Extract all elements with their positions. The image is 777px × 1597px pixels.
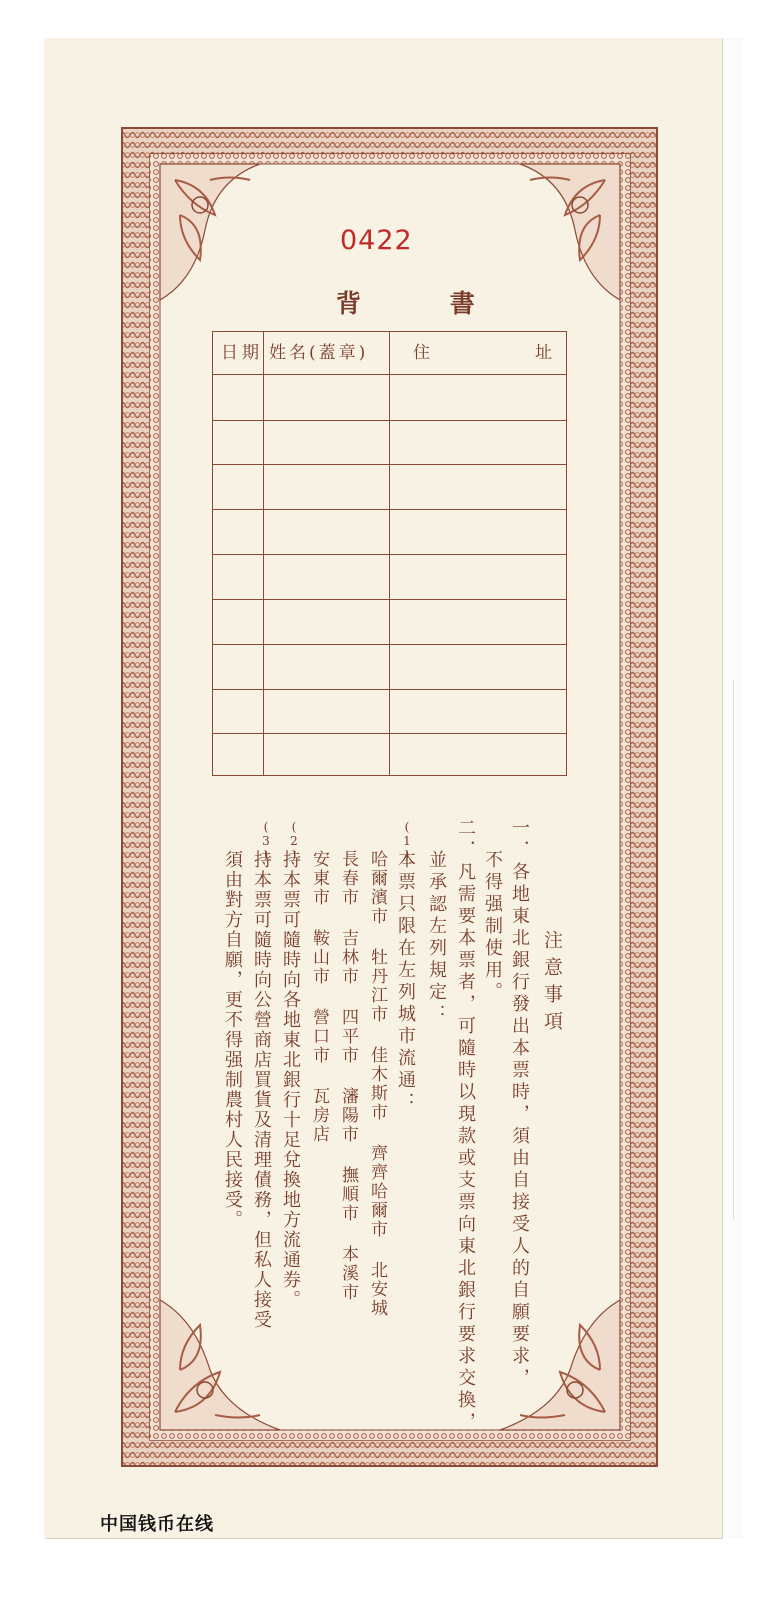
sub-item-1-line-3: 長春市 吉林市 四平市 瀋陽市 撫順市 本溪市	[338, 850, 358, 1302]
column-date: 日期	[221, 343, 263, 363]
serial-number: 0422	[340, 225, 413, 256]
note-item-1-cont: 不得强制使用。	[482, 850, 503, 1004]
sub-item-1-mark: (1)	[400, 820, 414, 862]
sub-item-2-line-1: 持本票可隨時向各地東北銀行十足兌換地方流通券。	[280, 850, 301, 1310]
column-address-1: 住	[413, 343, 430, 363]
table-row	[213, 374, 566, 375]
site-watermark: 中国钱币在线	[100, 1514, 214, 1535]
table-row	[213, 733, 566, 734]
column-address-2: 址	[535, 343, 552, 363]
table-row	[213, 689, 566, 690]
sub-item-1-line-4: 安東市 鞍山市 營口市 瓦房店	[309, 850, 329, 1144]
sub-item-1-line-2: 哈爾濱市 牡丹江市 佳木斯市 齊齊哈爾市 北安城	[367, 850, 387, 1318]
column-name-seal: 姓名(蓋章)	[269, 343, 369, 363]
sub-item-3-line-2: 須由對方自願，更不得强制農村人民接受。	[222, 850, 243, 1230]
table-row	[213, 464, 566, 465]
notes-title: 注意事項	[541, 930, 563, 1038]
corner-ornament-top-left	[160, 164, 260, 300]
endorsement-table	[212, 331, 567, 776]
table-row	[213, 509, 566, 510]
table-row	[213, 599, 566, 600]
sub-item-2-mark: (2)	[287, 820, 301, 862]
sub-item-3-line-1: 持本票可隨時向公營商店買貨及清理債務，但私人接受	[251, 850, 272, 1330]
note-item-2: 二．凡需要本票者，可隨時以現款或支票向東北銀行要求交換，	[455, 818, 476, 1434]
sub-item-3-mark: (3)	[259, 820, 273, 862]
corner-ornament-top-right	[520, 164, 620, 300]
note-item-1: 一．各地東北銀行發出本票時，須由自接受人的自願要求，	[509, 818, 530, 1390]
sub-item-1-line-1: 本票只限在左列城市流通：	[395, 850, 416, 1114]
note-item-2-cont: 並承認左列規定：	[426, 850, 447, 1026]
table-row	[213, 554, 566, 555]
table-row	[213, 644, 566, 645]
endorsement-title: 背 書	[336, 289, 515, 318]
table-row	[213, 420, 566, 421]
